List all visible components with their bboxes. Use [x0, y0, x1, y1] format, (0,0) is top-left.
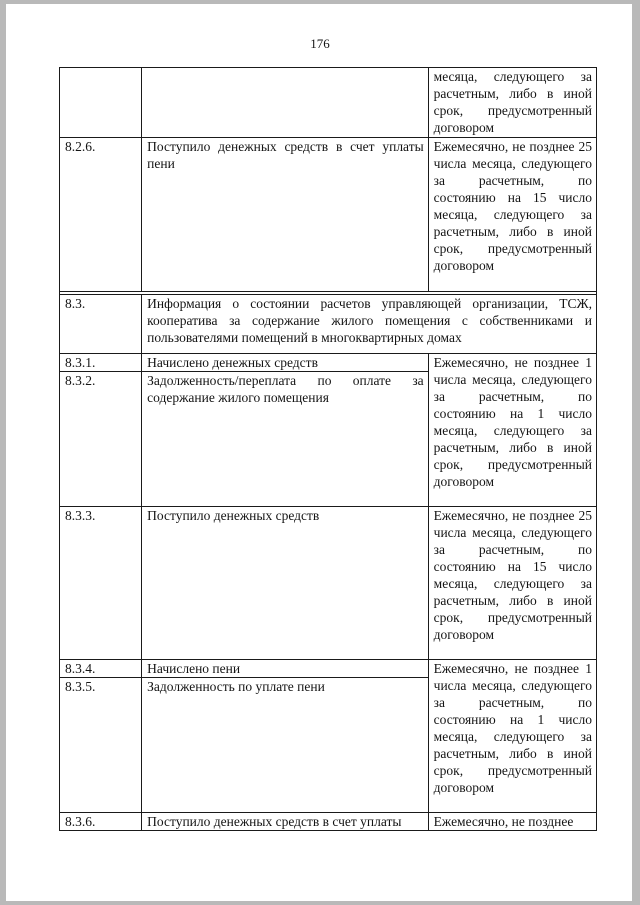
reporting-table — [59, 67, 597, 831]
row-number: 8.3.2. — [60, 372, 142, 507]
row-number: 8.3.4. — [60, 660, 142, 678]
row-description: Поступило денежных средств в счет уплаты пени — [142, 138, 429, 292]
row-deadline: Ежемесячно, не позднее 1 числа месяца, следующего за расчетным, по состоянию на 1 число месяца, следующего за расчетным, либо в иной срок, предусмотренный договором — [428, 660, 596, 813]
row-description: Задолженность/переплата по оплате за содержание жилого помещения — [142, 372, 429, 507]
row-number: 8.3.5. — [60, 678, 142, 813]
row-description: Поступило денежных средств — [142, 507, 429, 660]
row-description: Начислено пени — [142, 660, 429, 678]
table-row-section — [60, 295, 597, 354]
row-number: 8.3.6. — [60, 813, 142, 831]
row-description: Начислено денежных средств — [142, 354, 429, 372]
row-deadline: Ежемесячно, не позднее 25 числа месяца, следующего за расчетным, по состоянию на 15 число месяца, следующего за расчетным, либо в иной срок, предусмотренный договором — [428, 507, 596, 660]
table-row — [60, 354, 597, 372]
table-row — [60, 660, 597, 678]
table-row — [60, 138, 597, 292]
section-number: 8.3. — [60, 295, 142, 354]
row-deadline: Ежемесячно, не позднее 1 числа месяца, следующего за расчетным, по состоянию на 1 число месяца, следующего за расчетным, либо в иной срок, предусмотренный договором — [428, 354, 596, 507]
row-description — [142, 68, 429, 138]
table-row — [60, 813, 597, 831]
table-row — [60, 68, 597, 138]
page-number: 176 — [310, 36, 330, 51]
row-number — [60, 68, 142, 138]
table-row — [60, 507, 597, 660]
row-description: Задолженность по уплате пени — [142, 678, 429, 813]
row-deadline: Ежемесячно, не позднее 25 числа месяца, следующего за расчетным, по состоянию на 15 число месяца, следующего за расчетным, либо в иной срок, предусмотренный договором — [428, 138, 596, 292]
row-description: Поступило денежных средств в счет уплаты — [142, 813, 429, 831]
row-number: 8.3.1. — [60, 354, 142, 372]
row-number: 8.2.6. — [60, 138, 142, 292]
section-title: Информация о состоянии расчетов управляющей организации, ТСЖ, кооператива за содержание жилого помещения с собственниками и пользователями помещений в многоквартирных домах — [142, 295, 597, 354]
row-deadline: Ежемесячно, не позднее — [428, 813, 596, 831]
row-deadline: месяца, следующего за расчетным, либо в иной срок, предусмотренный договором — [428, 68, 596, 138]
row-number: 8.3.3. — [60, 507, 142, 660]
